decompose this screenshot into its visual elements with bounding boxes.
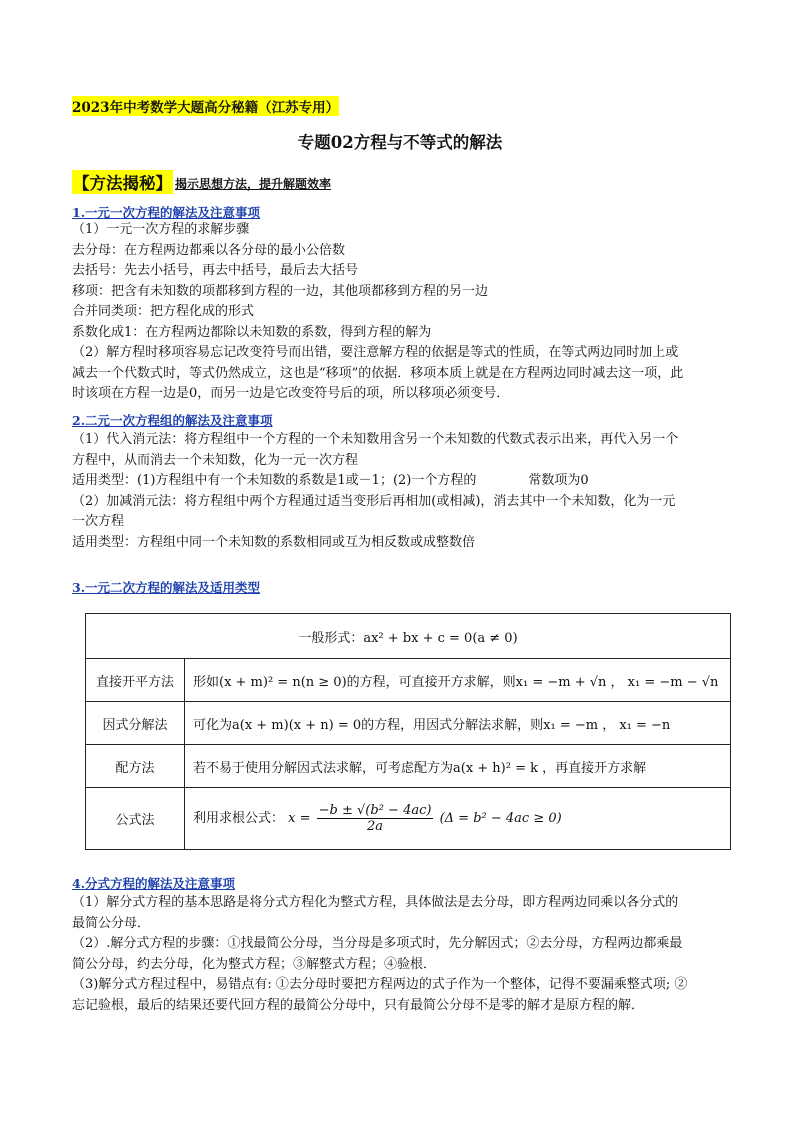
text-line: （1）解分式方程的基本思路是将分式方程化为整式方程，具体做法是去分母，即方程两边同乘以各分式的	[72, 895, 679, 910]
discriminant-condition: (Δ = b² − 4ac ≥ 0)	[439, 811, 562, 826]
general-form-cell: 一般形式：ax² + bx + c = 0(a ≠ 0)	[86, 614, 731, 659]
text-line: 简公分母，约去分母，化为整式方程；③解整式方程；④验根．	[72, 956, 437, 972]
table-row	[86, 702, 731, 745]
method-header	[72, 170, 331, 194]
quadratic-formula-fraction	[317, 803, 434, 834]
text-line: （2）.解分式方程的步骤：①找最简公分母，当分母是多项式时，先分解因式；②去分母，方程两边都乘最	[72, 936, 683, 951]
method-name-cell: 因式分解法	[86, 702, 185, 745]
method-detail-cell	[185, 788, 731, 850]
method-name-cell: 公式法	[86, 788, 185, 850]
section-4-body	[72, 893, 724, 1016]
text-line: 忘记验根，最后的结果还要代回方程的最简公分母中，只有最简公分母不是零的解才是原方程的解．	[72, 997, 645, 1013]
text-line: 系数化成1：在方程两边都除以未知数的系数，得到方程的解为	[72, 324, 432, 340]
method-subtitle: 揭示思想方法，提升解题效率	[175, 177, 332, 191]
text-line: 去分母：在方程两边都乘以各分母的最小公倍数	[72, 242, 346, 258]
section-2-body	[72, 430, 724, 553]
table-row	[86, 788, 731, 850]
text-line: （2）加减消元法：将方程组中两个方程通过适当变形后再相加(或相减)，消去其中一个未知数，化为一元	[72, 493, 676, 509]
table-row	[86, 614, 731, 659]
table-row	[86, 745, 731, 788]
method-name-cell: 直接开平方法	[86, 659, 185, 702]
series-banner: 2023年中考数学大题高分秘籍（江苏专用）	[72, 96, 339, 116]
method-label: 【方法揭秘】	[72, 170, 173, 194]
formula-denominator: 2a	[367, 819, 384, 834]
section-1-heading: 1.一元一次方程的解法及注意事项	[72, 205, 261, 220]
method-detail-cell: 可化为a(x + m)(x + n) = 0的方程，用因式分解法求解，则x₁ = −m ， x₁ = −n	[185, 702, 731, 745]
method-detail-cell: 若不易于使用分解因式法求解，可考虑配方为a(x + h)² = k ，再直接开方求解	[185, 745, 731, 788]
text-line: （1）代入消元法：将方程组中一个方程的一个未知数用含另一个未知数的代数式表示出来，再代入另一个	[72, 432, 679, 447]
section-3-heading: 3.一元二次方程的解法及适用类型	[72, 580, 261, 595]
section-4-heading: 4.分式方程的解法及注意事项	[72, 876, 236, 891]
methods-table	[85, 613, 731, 850]
text-line: 合并同类项：把方程化成的形式	[72, 304, 255, 319]
method-name-cell: 配方法	[86, 745, 185, 788]
formula-prefix: 利用求根公式：	[193, 811, 285, 826]
text-line: 移项：把含有未知数的项都移到方程的一边，其他项都移到方程的另一边	[72, 283, 489, 299]
text-line: 适用类型：(1)方程组中有一个未知数的系数是1或－1；(2)一个方程的 常数项为0	[72, 473, 589, 488]
text-line: （1）一元一次方程的求解步骤	[72, 222, 250, 237]
text-line: （2）解方程时移项容易忘记改变符号而出错，要注意解方程的依据是等式的性质，在等式两边同时加上或	[72, 345, 679, 360]
text-line: 适用类型：方程组中同一个未知数的系数相同或互为相反数或成整数倍	[72, 534, 476, 550]
text-line: （3)解分式方程过程中，易错点有: ①去分母时要把方程两边的式子作为一个整体，记得不要漏乘整式项; ②	[72, 977, 688, 992]
page-title: 专题02方程与不等式的解法	[297, 133, 503, 152]
section-2-heading: 2.二元一次方程组的解法及注意事项	[72, 413, 273, 428]
text-line: 时该项在方程一边是0，而另一边是它改变符号后的项，所以移项必须变号．	[72, 386, 510, 401]
section-1-body	[72, 220, 724, 405]
formula-numerator: −b ± √(b² − 4ac)	[318, 803, 432, 818]
formula-lhs: x =	[288, 811, 311, 826]
table-row	[86, 659, 731, 702]
method-detail-cell: 形如(x + m)² = n(n ≥ 0)的方程，可直接开方求解，则x₁ = −m + √n ， x₁ = −m − √n	[185, 659, 731, 702]
text-line: 方程中，从而消去一个未知数，化为一元一次方程	[72, 452, 359, 468]
text-line: 减去一个代数式时，等式仍然成立，这也是“移项”的依据．移项本质上就是在方程两边同时减去这一项，此	[72, 365, 684, 381]
text-line: 一次方程	[72, 514, 125, 529]
text-line: 去括号：先去小括号，再去中括号，最后去大括号	[72, 263, 359, 278]
text-line: 最简公分母．	[72, 915, 151, 931]
